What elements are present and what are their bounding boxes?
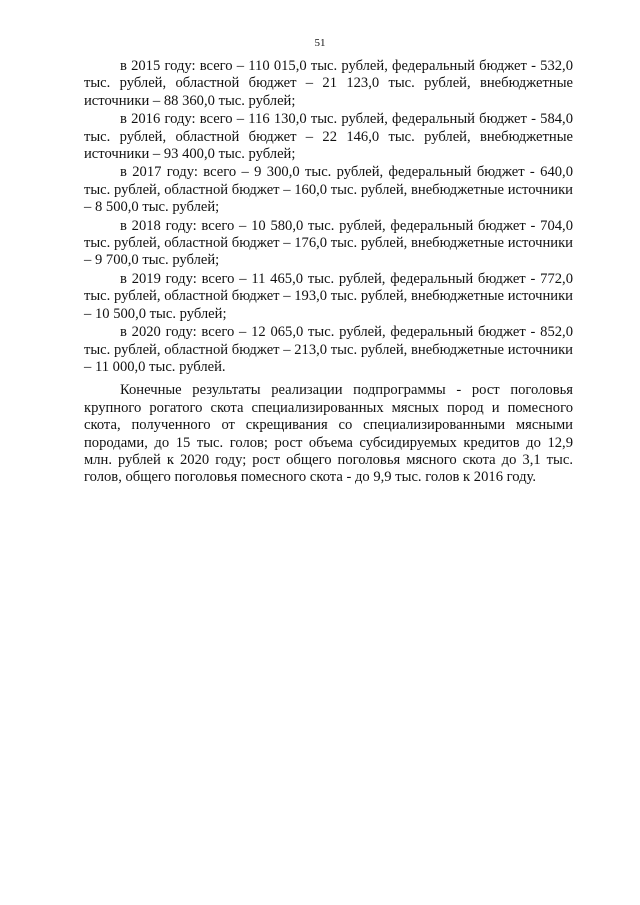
funding-2018-paragraph: в 2018 году: всего – 10 580,0 тыс. рублей, федеральный бюджет - 704,0 тыс. рублей, областной бюджет – 176,0 тыс. рублей, внебюджетные источники – 9 700,0 тыс. рублей; bbox=[84, 217, 573, 269]
funding-2017-paragraph: в 2017 году: всего – 9 300,0 тыс. рублей, федеральный бюджет - 640,0 тыс. рублей, областной бюджет – 160,0 тыс. рублей, внебюджетные источники – 8 500,0 тыс. рублей; bbox=[84, 164, 573, 216]
final-results-paragraph: Конечные результаты реализации подпрограммы - рост поголовья крупного рогатого скота специализированных мясных пород и помесного скота, полученного от скрещивания со специализированными мясными породами, до 15 тыс. голов; рост объема субсидируемых кредитов до 12,9 млн. рублей к 2020 году; рост общего поголовья мясного скота до 3,1 тыс. голов, общего поголовья помесного скота - до 9,9 тыс. голов к 2016 году. bbox=[84, 382, 573, 486]
funding-2016-paragraph: в 2016 году: всего – 116 130,0 тыс. рублей, федеральный бюджет - 584,0 тыс. рублей, областной бюджет – 22 146,0 тыс. рублей, внебюджетные источники – 93 400,0 тыс. рублей; bbox=[84, 111, 573, 163]
page-content bbox=[84, 58, 573, 488]
funding-2015-paragraph: в 2015 году: всего – 110 015,0 тыс. рублей, федеральный бюджет - 532,0 тыс. рублей, областной бюджет – 21 123,0 тыс. рублей, внебюджетные источники – 88 360,0 тыс. рублей; bbox=[84, 58, 573, 109]
funding-2020-paragraph: в 2020 году: всего – 12 065,0 тыс. рублей, федеральный бюджет - 852,0 тыс. рублей, областной бюджет – 213,0 тыс. рублей, внебюджетные источники – 11 000,0 тыс. рублей. bbox=[84, 324, 573, 375]
funding-2019-paragraph: в 2019 году: всего – 11 465,0 тыс. рублей, федеральный бюджет - 772,0 тыс. рублей, областной бюджет – 193,0 тыс. рублей, внебюджетные источники – 10 500,0 тыс. рублей; bbox=[84, 270, 573, 322]
page-number: 51 bbox=[314, 37, 326, 49]
